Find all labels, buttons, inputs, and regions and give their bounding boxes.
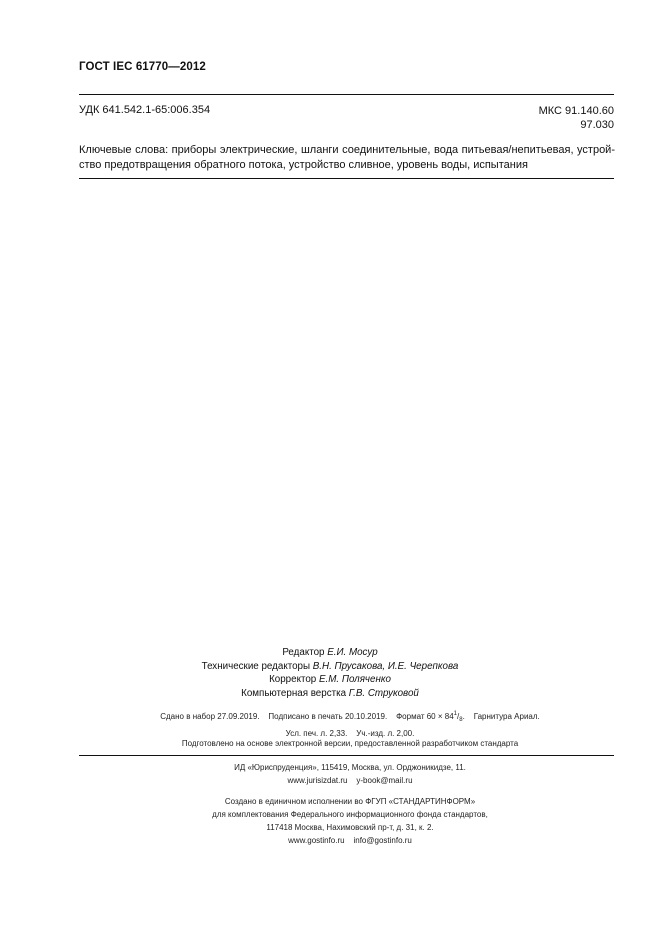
printer-email-link[interactable]: info@gostinfo.ru	[353, 836, 412, 845]
printer-block	[100, 795, 600, 847]
printer-site-link[interactable]: www.gostinfo.ru	[288, 836, 345, 845]
keywords-block	[79, 143, 615, 173]
printer-line-3: 117418 Москва, Нахимовский пр-т, д. 31, к. 2.	[266, 823, 434, 832]
tech-editors-names: В.Н. Прусакова, И.Е. Черепкова	[312, 660, 459, 672]
standard-id: ГОСТ IEC 61770—2012	[79, 61, 206, 73]
paper-format: Формат $60 \times 84^1/_8$.	[396, 711, 465, 723]
credits-block	[150, 646, 510, 700]
publisher-address: ИД «Юриспруденция», 115419, Москва, ул. Орджоникидзе, 11.	[234, 763, 466, 772]
print-info	[100, 708, 600, 740]
tech-editors-line	[150, 660, 510, 674]
keywords-bottom-rule	[79, 178, 614, 179]
keywords-line-2: ство предотвращения обратного потока, устройство сливное, уровень воды, испытания	[79, 159, 528, 171]
font-info: Гарнитура Ариал.	[473, 712, 540, 721]
layout-label: Компьютерная верстка	[241, 687, 347, 699]
submitted-date: Сдано в набор 27.09.2019.	[160, 712, 260, 721]
corrector-name: Е.М. Поляченко	[318, 674, 391, 686]
edition-sheets: Уч.-изд. л. 2,00.	[356, 729, 415, 738]
publisher-rule	[79, 755, 614, 756]
mks-code	[539, 104, 614, 132]
printer-contacts	[100, 834, 600, 847]
editor-label: Редактор	[282, 647, 325, 658]
print-info-line-1	[100, 708, 600, 727]
tech-editors-label: Технические редакторы	[201, 660, 311, 672]
mks-line-2: 97.030	[580, 119, 614, 131]
corrector-line	[150, 673, 510, 687]
printer-line-1: Создано в единичном исполнении во ФГУП «СТАНДАРТИНФОРМ»	[224, 797, 476, 806]
prepared-note: Подготовлено на основе электронной версии, предоставленной разработчиком стандарта	[181, 739, 519, 748]
print-sheets: Усл. печ. л. 2,33.	[285, 729, 348, 738]
publisher-email-link[interactable]: y-book@mail.ru	[356, 776, 413, 785]
editor-line	[150, 646, 510, 660]
corrector-label: Корректор	[269, 674, 317, 686]
editor-name: Е.И. Мосур	[327, 647, 378, 658]
keywords-line-1: Ключевые слова: приборы электрические, шланги соединительные, вода питьевая/непитьевая, устрой-	[79, 144, 615, 156]
layout-line	[150, 687, 510, 701]
layout-name: Г.В. Струковой	[348, 687, 419, 699]
mks-line-1: МКС 91.140.60	[538, 105, 614, 117]
publisher-contacts	[100, 774, 600, 787]
top-rule	[79, 94, 614, 95]
udc-code: УДК 641.542.1-65:006.354	[79, 104, 211, 116]
printer-line-2: для комплектования Федерального информационного фонда стандартов,	[212, 810, 488, 819]
publisher-block	[100, 761, 600, 787]
signed-date: Подписано в печать 20.10.2019.	[268, 712, 388, 721]
publisher-site-link[interactable]: www.jurisizdat.ru	[287, 776, 348, 785]
